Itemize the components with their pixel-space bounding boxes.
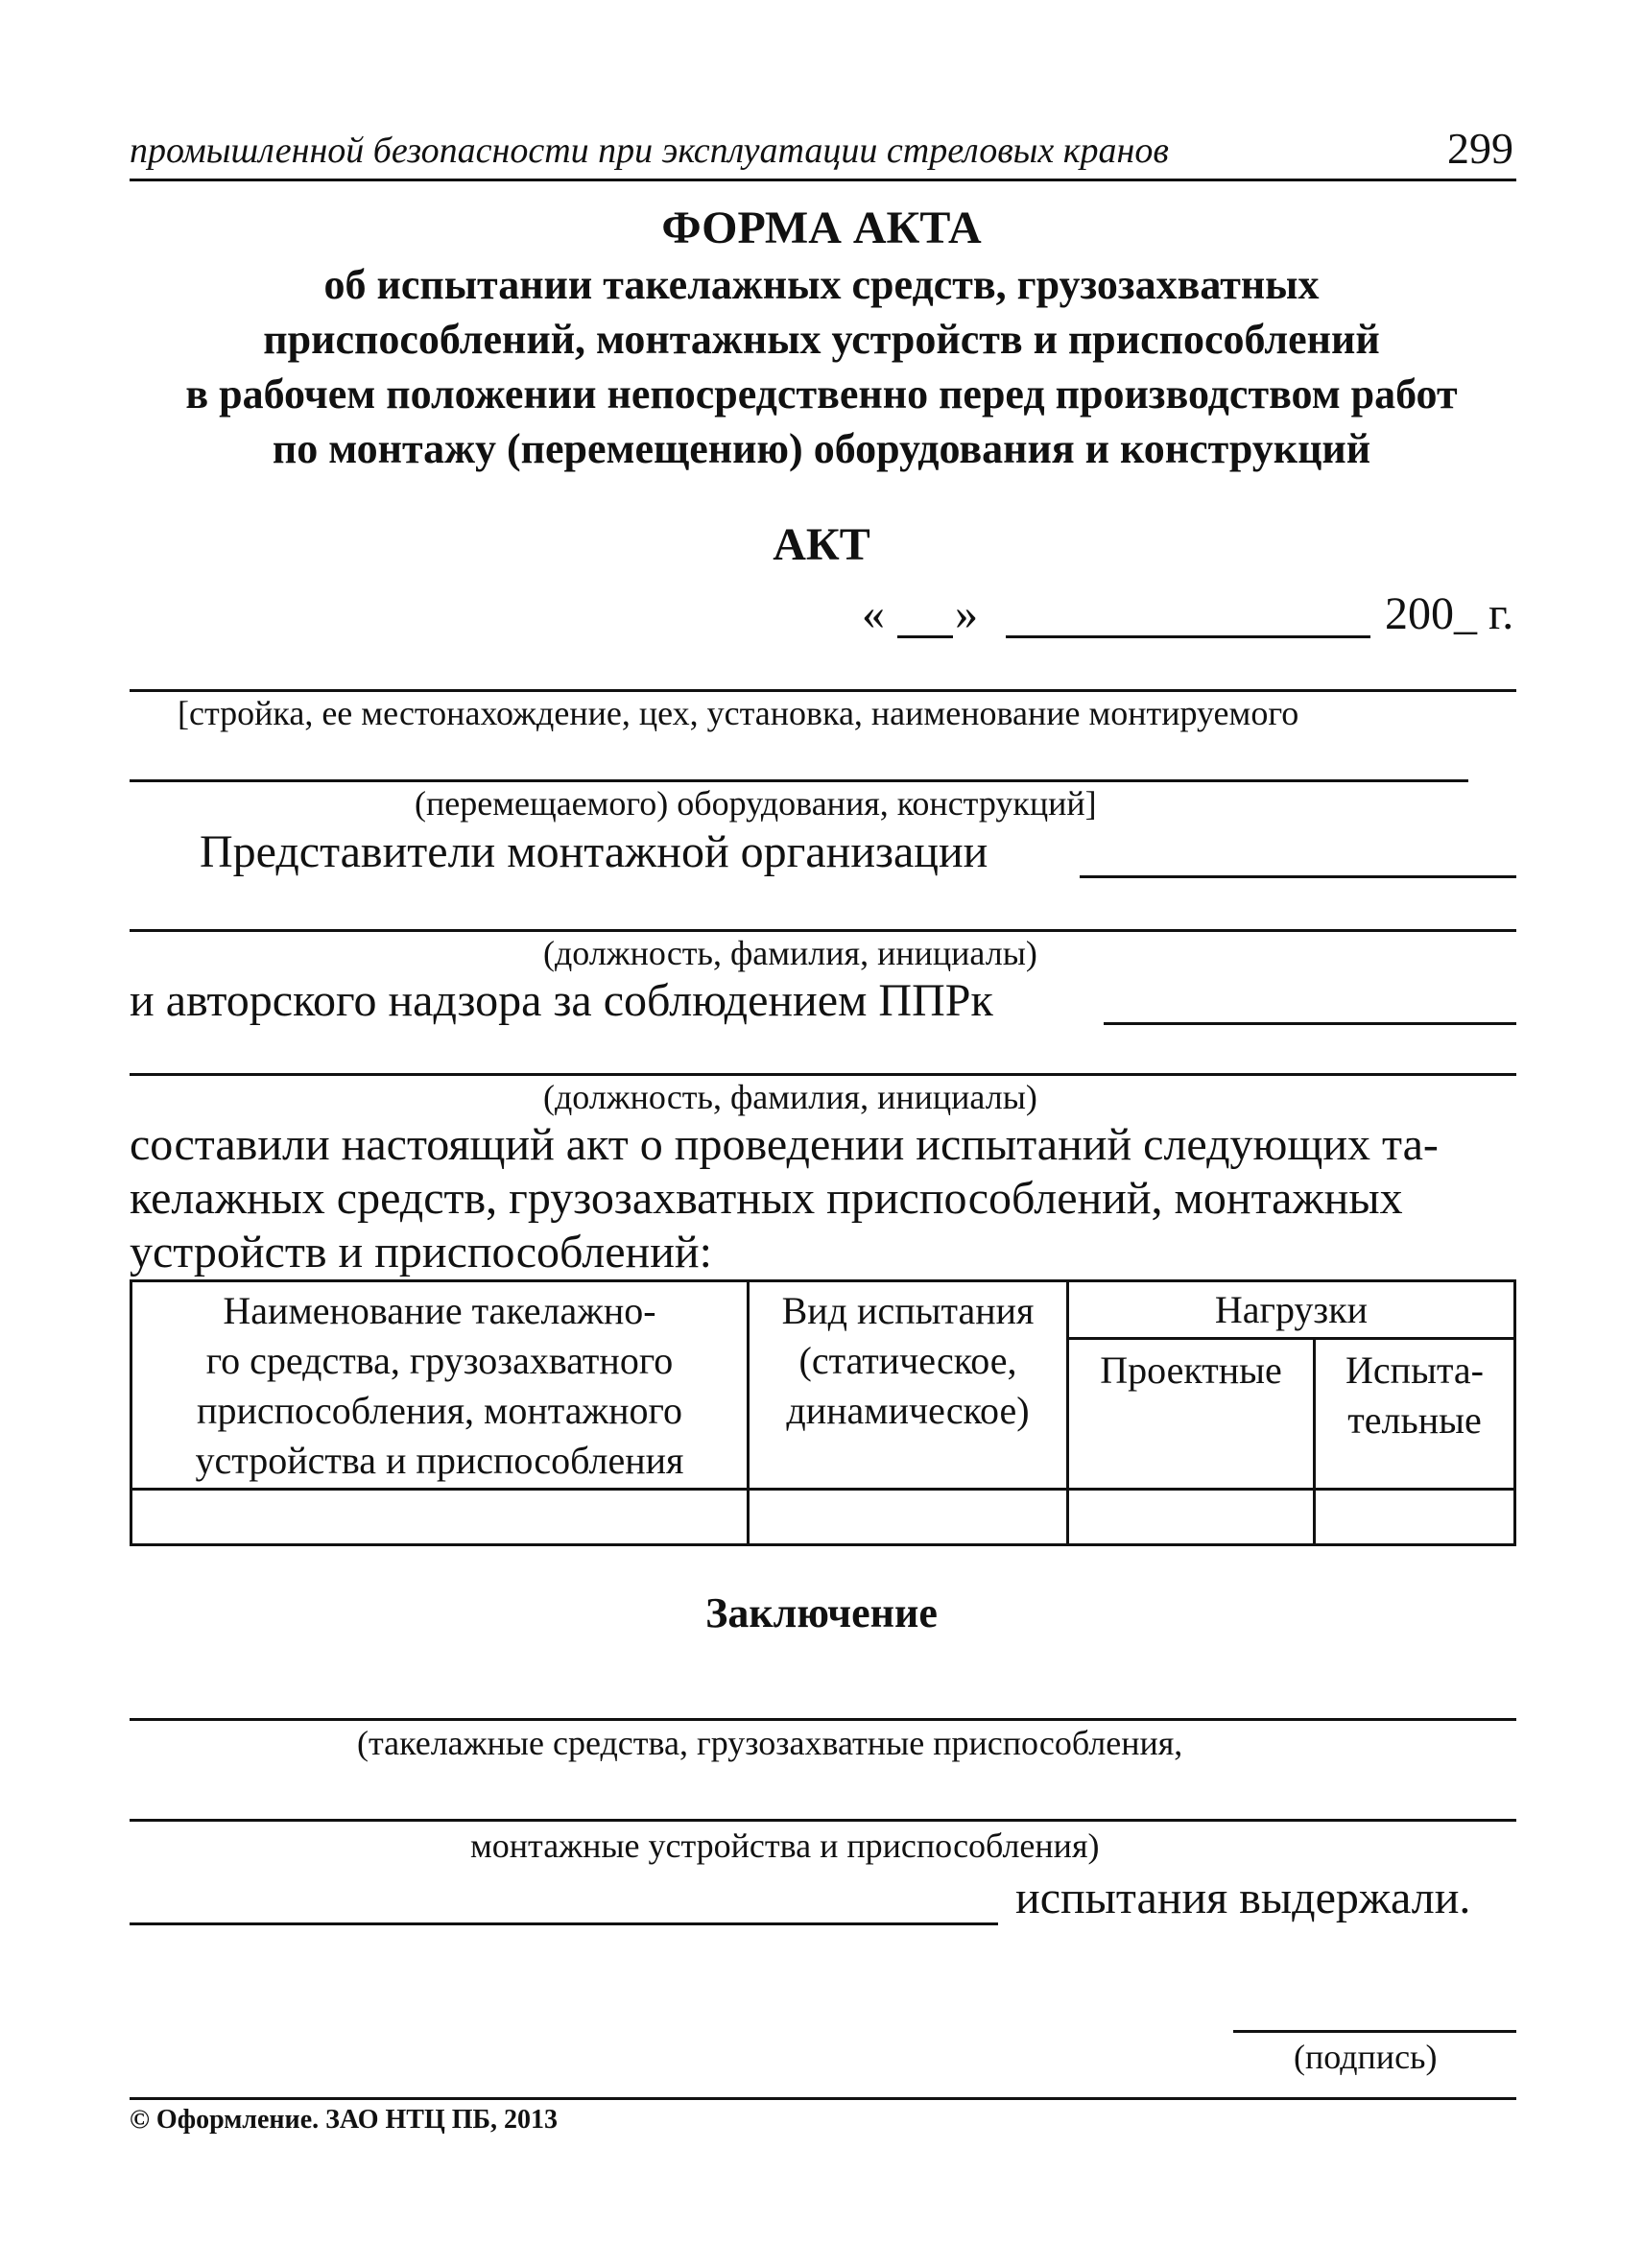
cell-trial-load[interactable] [1315,1490,1515,1545]
conclusion-heading: Заключение [705,1589,938,1636]
result-text: испытания выдержали. [1015,1873,1471,1923]
cell-design-load[interactable] [1068,1490,1315,1545]
header-name-line-3: приспособления, монтажного [197,1389,682,1432]
signature-field[interactable] [1233,2030,1516,2033]
person-caption-1: (должность, фамилия, инициалы) [543,934,1037,972]
header-rule [130,179,1516,181]
equipment-caption: (перемещаемого) оборудования, конструкций] [415,784,1097,823]
act-heading: АКТ [773,519,870,570]
supervision-field[interactable] [1104,1022,1516,1025]
date-close-quote: » [955,588,978,639]
conclusion-caption-1: (такелажные средства, грузозахватные приспособления, [357,1724,1183,1762]
supervision-field-2[interactable] [130,1073,1516,1076]
form-title: ФОРМА АКТА [661,203,982,253]
header-test-line-2: (статическое, [798,1339,1017,1382]
subtitle-line-4: по монтажу (перемещению) оборудования и конструкций [272,425,1371,472]
header-design-load: Проектные [1068,1339,1315,1490]
date-open-quote: « [862,588,885,639]
subtitle-line-1: об испытании такелажных средств, грузозахватных [323,261,1320,308]
conclusion-field-1[interactable] [130,1718,1516,1721]
table-row [131,1490,1515,1545]
statement-line-2: келажных средств, грузозахватных приспособлений, монтажных [130,1173,1403,1224]
header-name-line-1: Наименование такелажно- [223,1289,656,1332]
footer-rule [130,2097,1516,2100]
header-trial-load [1315,1339,1515,1490]
statement-line-3: устройств и приспособлений: [130,1227,712,1277]
signature-caption: (подпись) [1294,2038,1438,2076]
header-test-line-1: Вид испытания [781,1289,1035,1332]
site-field[interactable] [130,689,1516,692]
supervision-label: и авторского надзора за соблюдением ППРк [130,975,993,1026]
year-label: 200_ г. [1385,588,1514,639]
header-trial-line-2: тельные [1347,1398,1482,1442]
form-subtitle [0,257,1643,476]
conclusion-field-3[interactable] [130,1922,998,1925]
conclusion-caption-2: монтажные устройства и приспособления) [470,1826,1100,1865]
cell-name[interactable] [131,1490,749,1545]
subtitle-line-3: в рабочем положении непосредственно перед производством работ [185,370,1458,418]
statement-text [130,1118,1439,1279]
footer-copyright: © Оформление. ЗАО НТЦ ПБ, 2013 [130,2105,559,2135]
running-title: промышленной безопасности при эксплуатации стреловых кранов [130,131,1169,171]
cell-test-type[interactable] [749,1490,1068,1545]
header-name-line-4: устройства и приспособления [195,1439,684,1482]
reps-field-2[interactable] [130,929,1516,932]
subtitle-line-2: приспособлений, монтажных устройств и приспособлений [263,316,1380,363]
header-trial-line-1: Испыта- [1345,1349,1484,1392]
day-field[interactable] [897,635,953,638]
reps-label: Представители монтажной организации [200,826,988,877]
header-name [131,1281,749,1490]
conclusion-field-2[interactable] [130,1819,1516,1822]
month-field[interactable] [1006,635,1370,638]
site-caption: [стройка, ее местонахождение, цех, установка, наименование монтируемого [178,694,1299,732]
header-name-line-2: го средства, грузозахватного [205,1339,674,1382]
header-test-line-3: динамическое) [786,1389,1030,1432]
person-caption-2: (должность, фамилия, инициалы) [543,1078,1037,1116]
equipment-table [130,1279,1516,1546]
header-test-type [749,1281,1068,1490]
page-number: 299 [1447,124,1513,173]
reps-field[interactable] [1080,875,1516,878]
equipment-field[interactable] [130,779,1468,782]
statement-line-1: составили настоящий акт о проведении испытаний следующих та- [130,1119,1439,1170]
header-loads: Нагрузки [1068,1281,1515,1339]
